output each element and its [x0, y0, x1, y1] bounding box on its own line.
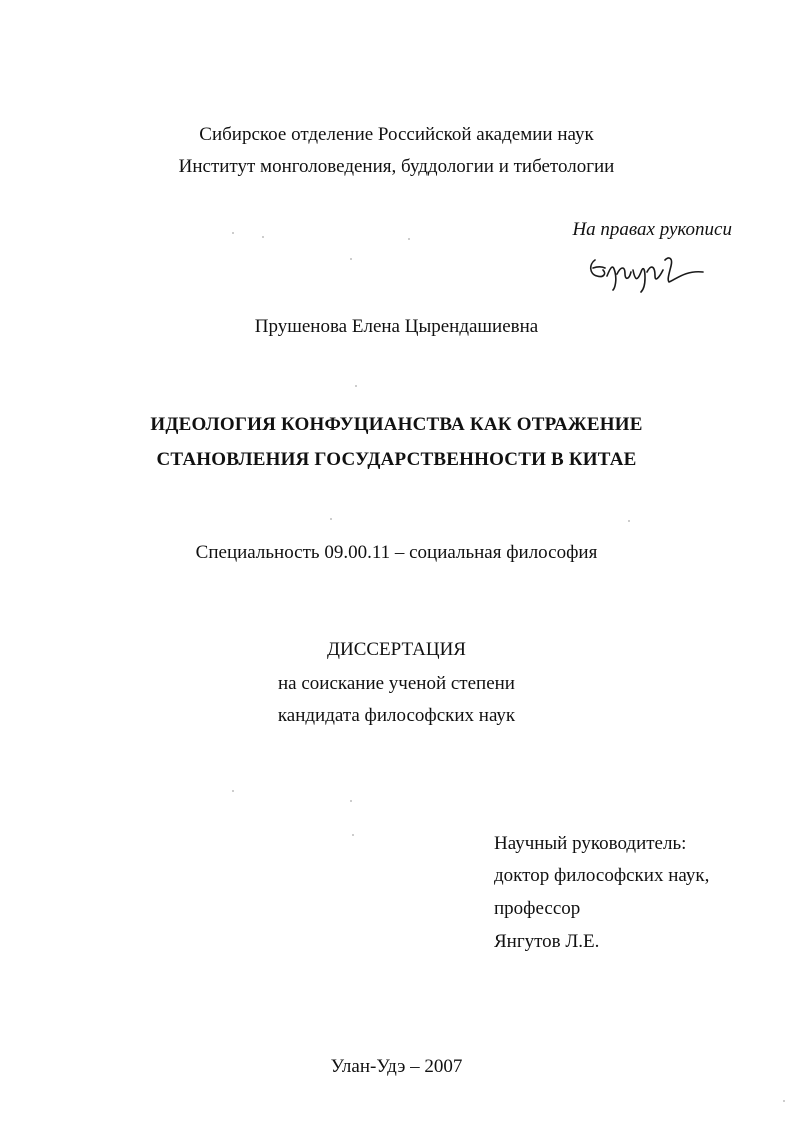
- dissertation-title-line-1: ИДЕОЛОГИЯ КОНФУЦИАНСТВА КАК ОТРАЖЕНИЕ: [150, 414, 643, 435]
- degree-line-2: кандидата философских наук: [277, 705, 516, 726]
- scan-speck: [783, 1100, 785, 1102]
- rights-notice: На правах рукописи: [572, 219, 732, 240]
- scan-speck: [232, 790, 234, 792]
- author-name: Прушенова Елена Цырендашиевна: [254, 316, 539, 337]
- scan-speck: [355, 385, 357, 387]
- scan-speck: [232, 232, 234, 234]
- scan-speck: [628, 520, 630, 522]
- degree-line-1: на соискание ученой степени: [278, 673, 515, 694]
- supervisor-heading: Научный руководитель:: [494, 833, 687, 854]
- scan-speck: [330, 518, 332, 520]
- handwritten-signature: [585, 250, 710, 295]
- supervisor-title: профессор: [494, 898, 581, 919]
- organization-line-2: Институт монголоведения, буддологии и тибетологии: [178, 156, 615, 177]
- scan-speck: [262, 236, 264, 238]
- specialty-line: Специальность 09.00.11 – социальная философия: [195, 542, 598, 563]
- supervisor-name: Янгутов Л.Е.: [494, 931, 600, 952]
- organization-line-1: Сибирское отделение Российской академии наук: [199, 124, 594, 145]
- scan-speck: [350, 258, 352, 260]
- scan-speck: [350, 800, 352, 802]
- place-year: Улан-Удэ – 2007: [330, 1056, 463, 1077]
- dissertation-label: ДИССЕРТАЦИЯ: [327, 639, 466, 660]
- scan-speck: [408, 238, 410, 240]
- scan-speck: [352, 834, 354, 836]
- supervisor-degree: доктор философских наук,: [494, 865, 710, 886]
- dissertation-title-line-2: СТАНОВЛЕНИЯ ГОСУДАРСТВЕННОСТИ В КИТАЕ: [156, 449, 637, 470]
